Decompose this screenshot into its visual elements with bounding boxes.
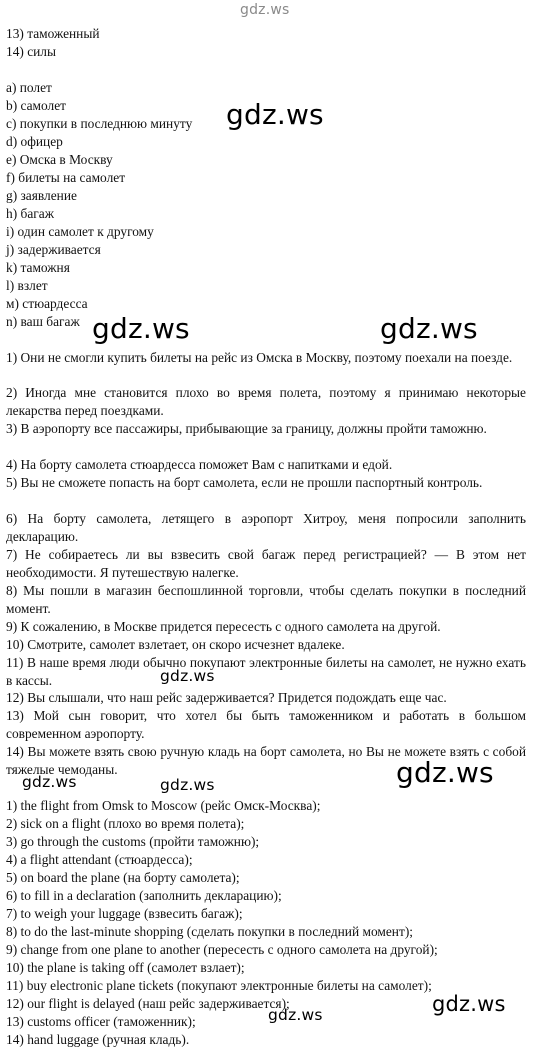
watermark: gdz.ws [226,98,324,131]
translation-item: 4) На борту самолета стюардесса поможет Вам с напитками и едой. [6,457,393,472]
vocab-line: 14) силы [6,44,56,59]
letter-answer: i) один самолет к другому [6,224,154,239]
translation-item: 7) Не собираетесь ли вы взвесить свой багаж перед регистрацией? — В этом нет необходимости. Я путешествую налегке. [6,547,526,580]
watermark: gdz.ws [160,776,215,794]
letter-answer: e) Омска в Москву [6,152,113,167]
letter-answer: м) стюардесса [6,296,88,311]
phrase-item: 3) go through the customs (пройти таможню); [6,834,260,849]
translation-item: 5) Вы не сможете попасть на борт самолета, если не прошли паспортный контроль. [6,475,483,490]
phrase-item: 6) to fill in a declaration (заполнить декларацию); [6,888,282,903]
watermark: gdz.ws [432,992,506,1016]
translation-item: 1) Они не смогли купить билеты на рейс из Омска в Москву, поэтому поехали на поезде. [6,350,513,365]
vocab-line: 13) таможенный [6,26,100,41]
phrase-item: 14) hand luggage (ручная кладь). [6,1032,190,1047]
translation-item: 13) Мой сын говорит, что хотел бы быть таможенником и работать в большом современном аэропорту. [6,708,526,741]
letter-answer: d) офицер [6,134,63,149]
letter-answer: c) покупки в последнюю минуту [6,116,193,131]
watermark: gdz.ws [396,756,494,789]
letter-answer: n) ваш багаж [6,314,80,329]
letter-answer: b) самолет [6,98,67,113]
translation-item: 11) В наше время люди обычно покупают электронные билеты на самолет, не нужно ехать в кассы. [6,655,526,688]
phrase-item: 8) to do the last-minute shopping (сделать покупки в последний момент); [6,924,414,939]
phrase-item: 5) on board the plane (на борту самолета); [6,870,240,885]
phrase-item: 1) the flight from Omsk to Moscow (рейс Омск-Москва); [6,798,321,813]
translation-item: 10) Смотрите, самолет взлетает, он скоро исчезнет вдалеке. [6,637,345,652]
watermark: gdz.ws [92,312,190,345]
letter-answer: h) багаж [6,206,54,221]
translation-item: 8) Мы пошли в магазин беспошлинной торговли, чтобы сделать покупки в последний момент. [6,583,526,616]
letter-answer: a) полет [6,80,52,95]
letter-answer: l) взлет [6,278,48,293]
watermark: gdz.ws [268,1006,323,1024]
watermark: gdz.ws [380,312,478,345]
phrase-item: 11) buy electronic plane tickets (покупают электронные билеты на самолет); [6,978,432,993]
translation-item: 12) Вы слышали, что наш рейс задерживается? Придется подождать еще час. [6,690,447,705]
watermark: gdz.ws [22,773,77,791]
translation-item: 2) Иногда мне становится плохо во время полета, поэтому я принимаю некоторые лекарства перед поездками. [6,385,526,418]
letter-answer: j) задерживается [6,242,101,257]
phrase-item: 2) sick on a flight (плохо во время полета); [6,816,245,831]
phrase-item: 7) to weigh your luggage (взвесить багаж); [6,906,243,921]
phrase-item: 10) the plane is taking off (самолет взлает); [6,960,245,975]
watermark: gdz.ws [160,667,215,685]
translation-item: 14) Вы можете взять свою ручную кладь на борт самолета, но Вы не можете взять с собой тяжелые чемоданы. [6,744,526,777]
translation-item: 9) К сожалению, в Москве придется пересесть с одного самолета на другой. [6,619,441,634]
letter-answer: k) таможня [6,260,70,275]
letter-answer: f) билеты на самолет [6,170,126,185]
translation-item: 6) На борту самолета, летящего в аэропорт Хитроу, меня попросили заполнить декларацию. [6,511,526,544]
translation-item: 3) В аэропорту все пассажиры, прибывающие за границу, должны пройти таможню. [6,421,487,436]
phrase-item: 12) our flight is delayed (наш рейс задерживается); [6,996,290,1011]
letter-answer: g) заявление [6,188,77,203]
phrase-item: 4) a flight attendant (стюардесса); [6,852,193,867]
watermark-top: gdz.ws [240,2,290,18]
phrase-item: 9) change from one plane to another (пересесть с одного самолета на другой); [6,942,438,957]
phrase-item: 13) customs officer (таможенник); [6,1014,196,1029]
